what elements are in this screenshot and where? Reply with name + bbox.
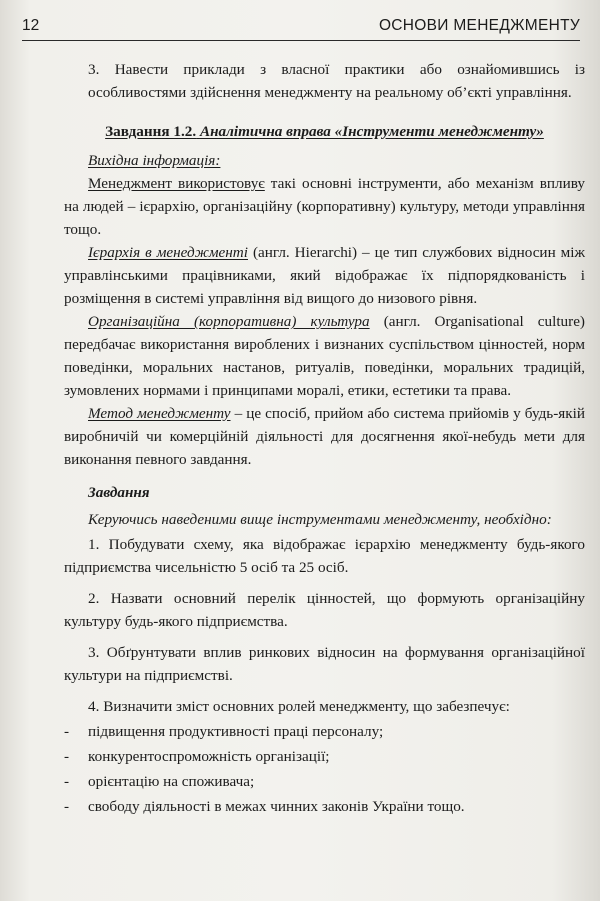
- list-item: - конкурентоспроможність організації;: [64, 745, 585, 768]
- bullet-marker: -: [64, 773, 70, 790]
- task-heading: [64, 120, 585, 143]
- definition-management: такі основні інструменти, або механізм впливу на людей – ієрархію, організаційну (корпоративну) культуру, методи управління тощо.: [64, 175, 585, 238]
- assignment-lead-text: Керуючись наведеними вище інструментами менеджменту, необхідно:: [88, 511, 552, 528]
- source-info-paragraph-1: [64, 172, 585, 241]
- assignment-item-1: 1. Побудувати схему, яка відображає ієрархію менеджменту будь-якого підприємства чисельністю 5 осіб та 25 осіб.: [64, 536, 585, 576]
- source-info-paragraph-4: [64, 402, 585, 471]
- list-item: - підвищення продуктивності праці персоналу;: [64, 720, 585, 743]
- assignment-heading: [88, 481, 585, 504]
- task-title: Аналітична вправа «Інструменти менеджменту»: [199, 123, 544, 140]
- term-management: Менеджмент використовує: [88, 175, 265, 192]
- term-method: Метод менеджменту: [88, 405, 231, 422]
- page-content: [64, 58, 586, 818]
- assignment-lead: [88, 508, 585, 531]
- task-label: Завдання 1.2.: [105, 123, 197, 140]
- list-item: - орієнтацію на споживача;: [64, 770, 585, 793]
- source-info-paragraph-2: [64, 241, 585, 310]
- assignment-item-3: 3. Обґрунтувати вплив ринкових відносин на формування організаційної культури на підприємстві.: [64, 644, 585, 684]
- list-item: - свободу діяльності в межах чинних законів України тощо.: [64, 795, 585, 818]
- bullet-marker: -: [64, 748, 70, 765]
- running-title: ОСНОВИ МЕНЕДЖМЕНТУ: [378, 17, 580, 34]
- page-header: [22, 12, 580, 41]
- roles-list: [64, 720, 585, 818]
- definition-method: – це спосіб, прийом або система прийомів у будь-якій виробничій чи комерційній діяльності для досягнення якої-небудь мети для виконання певного завдання.: [64, 405, 585, 468]
- source-info-heading: [88, 149, 585, 172]
- assignment-item-2: 2. Назвати основний перелік цінностей, що формують організаційну культуру будь-якого підприємства.: [64, 590, 585, 630]
- assignment-item-4: 4. Визначити зміст основних ролей менеджменту, що забезпечує:: [88, 698, 510, 715]
- bullet-marker: -: [64, 723, 70, 740]
- definition-hierarchy: (англ. Hierarchi) – це тип службових відносин між управлінськими працівниками, який відображає їх підпорядкованість і розміщення в системі управління від вищого до низового рівня.: [64, 244, 585, 307]
- source-info-paragraph-3: [64, 310, 585, 402]
- intro-item: [88, 58, 585, 104]
- term-hierarchy: Ієрархія в менеджменті: [88, 244, 248, 261]
- assignment-heading-text: Завдання: [88, 484, 150, 501]
- source-info-heading-text: Вихідна інформація:: [88, 152, 221, 169]
- bullet-marker: -: [64, 798, 70, 815]
- intro-item-text: Навести приклади з власної практики або ознайомившись із особливостями здійснення менеджменту на реальному об’єкті управління.: [88, 61, 586, 101]
- definition-org-culture: (англ. Organisational culture) передбачає використання вироблених і визнаних суспільством цінностей, норм поведінки, моральних настанов, ритуалів, поведінки, моральних традицій, зумовлених нормами і принципами моралі, етики, естетики та права.: [64, 313, 585, 399]
- page-number: 12: [22, 17, 40, 34]
- term-org-culture: Організаційна (корпоративна) культура: [88, 313, 370, 330]
- intro-item-number: 3.: [88, 61, 100, 78]
